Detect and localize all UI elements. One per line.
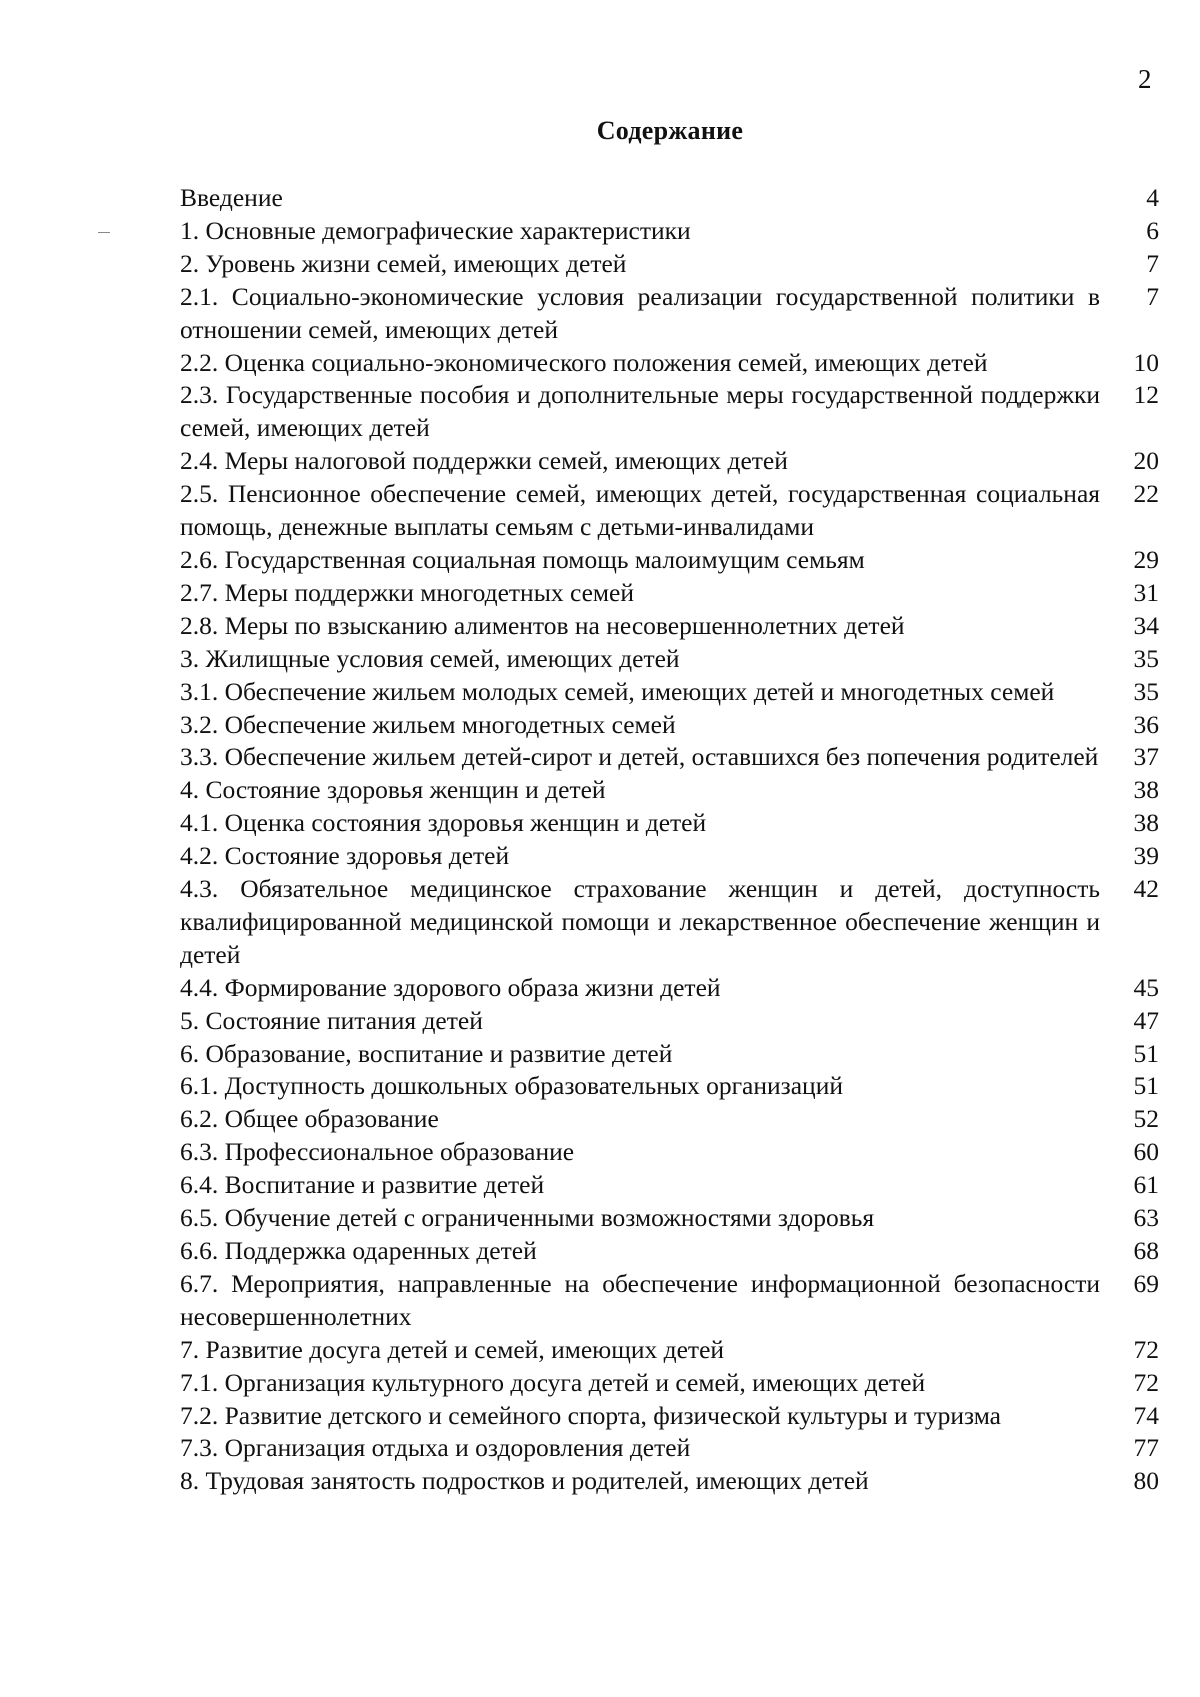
toc-entry — [180, 1038, 1165, 1071]
toc-entry-title: 7. Развитие досуга детей и семей, имеющих детей — [180, 1334, 725, 1364]
toc-entry-title: 4. Состояние здоровья женщин и детей — [180, 775, 606, 805]
toc-entry — [180, 1235, 1165, 1268]
toc-entry-title: 6.2. Общее образование — [180, 1104, 439, 1134]
toc-entry — [180, 1268, 1165, 1334]
toc-entry-page: 77 — [1133, 1433, 1159, 1463]
toc-entry-title: 2.3. Государственные пособия и дополнительные меры государственной поддержки семей, имеющих детей — [180, 380, 1100, 443]
toc-entry-title: 3.2. Обеспечение жильем многодетных семей — [180, 709, 676, 739]
toc-entry — [180, 1465, 1165, 1498]
toc-entry-title: 4.2. Состояние здоровья детей — [180, 841, 510, 871]
page-title: Содержание — [596, 116, 744, 145]
toc-entry-page: 80 — [1133, 1466, 1159, 1496]
toc-entry-page: 60 — [1133, 1137, 1159, 1167]
toc-entry — [180, 873, 1165, 972]
toc-entry-page: 51 — [1133, 1038, 1159, 1068]
toc-entry-page: 39 — [1133, 841, 1159, 871]
toc-entry-page: 4 — [1146, 183, 1159, 212]
toc-entry-title: 2.8. Меры по взысканию алиментов на несовершеннолетних детей — [180, 610, 905, 640]
toc-entry — [180, 840, 1165, 873]
toc-entry-page: 68 — [1133, 1236, 1159, 1265]
toc-entry-page: 34 — [1133, 610, 1159, 640]
toc-entry-title: 6.7. Мероприятия, направленные на обеспечение информационной безопасности несовершеннолетних — [180, 1268, 1100, 1331]
page-number: 2 — [1138, 64, 1152, 94]
toc-entry-title: 2.6. Государственная социальная помощь малоимущим семьям — [180, 544, 865, 574]
toc-entry — [180, 1432, 1165, 1465]
toc-entry-title: 2.1. Социально-экономические условия реализации государственной политики в отношении семей, имеющих детей — [180, 281, 1100, 344]
toc-entry — [180, 1334, 1165, 1367]
toc-entry-title: Введение — [180, 183, 283, 212]
toc-entry-title: 5. Состояние питания детей — [180, 1005, 483, 1035]
toc-entry-page: 7 — [1146, 281, 1159, 311]
toc-entry-title: 4.4. Формирование здорового образа жизни детей — [180, 972, 721, 1002]
toc-entry — [180, 379, 1165, 445]
toc-entry-title: 2.2. Оценка социально-экономического положения семей, имеющих детей — [180, 347, 988, 377]
toc-entry — [180, 1169, 1165, 1202]
toc-entry — [180, 774, 1165, 807]
toc-entry-title: 3.3. Обеспечение жильем детей-сирот и детей, оставшихся без попечения родителей — [180, 742, 1099, 772]
toc-entry-page: 29 — [1133, 544, 1159, 574]
toc-entry-page: 63 — [1133, 1203, 1159, 1233]
toc-entry — [180, 1005, 1165, 1038]
toc-entry — [180, 1367, 1165, 1400]
toc-entry — [180, 478, 1165, 544]
toc-entry-page: 42 — [1133, 874, 1159, 904]
toc-entry-title: 7.3. Организация отдыха и оздоровления детей — [180, 1433, 691, 1463]
toc-entry-title: 7.1. Организация культурного досуга детей и семей, имеющих детей — [180, 1367, 926, 1397]
toc-entry — [180, 577, 1165, 610]
toc-entry-page: 37 — [1133, 742, 1159, 772]
toc-entry — [180, 1400, 1165, 1433]
toc-entry — [180, 347, 1165, 380]
toc-entry-page: 45 — [1133, 972, 1159, 1002]
toc-entry — [180, 610, 1165, 643]
toc-entry-title: 6. Образование, воспитание и развитие детей — [180, 1038, 673, 1068]
toc-entry-page: 72 — [1133, 1334, 1159, 1364]
toc-entry-page: 7 — [1146, 248, 1159, 278]
toc-entry-title: 2.5. Пенсионное обеспечение семей, имеющих детей, государственная социальная помощь, денежные выплаты семьям с детьми-инвалидами — [180, 479, 1100, 542]
table-of-contents — [180, 182, 1165, 1498]
toc-entry-title: 6.1. Доступность дошкольных образовательных организаций — [180, 1071, 843, 1101]
toc-entry-title: 6.3. Профессиональное образование — [180, 1137, 575, 1167]
toc-entry-page: 6 — [1146, 215, 1159, 245]
toc-entry — [180, 643, 1165, 676]
toc-entry — [180, 709, 1165, 742]
toc-entry-page: 20 — [1133, 446, 1159, 476]
toc-entry-page: 74 — [1133, 1400, 1159, 1430]
toc-entry-title: 6.5. Обучение детей с ограниченными возможностями здоровья — [180, 1203, 875, 1233]
toc-entry-page: 12 — [1133, 380, 1159, 410]
toc-entry-page: 35 — [1133, 643, 1159, 673]
toc-entry — [180, 1103, 1165, 1136]
toc-entry — [180, 182, 1165, 215]
toc-entry-title: 7.2. Развитие детского и семейного спорта, физической культуры и туризма — [180, 1400, 1001, 1430]
toc-entry — [180, 544, 1165, 577]
toc-entry — [180, 215, 1165, 248]
toc-entry-page: 38 — [1133, 775, 1159, 805]
toc-entry-page: 38 — [1133, 808, 1159, 838]
toc-entry-page: 22 — [1133, 479, 1159, 509]
toc-entry — [180, 972, 1165, 1005]
toc-entry-title: 3. Жилищные условия семей, имеющих детей — [180, 643, 680, 673]
toc-entry-title: 4.3. Обязательное медицинское страхование женщин и детей, доступность квалифицированной медицинской помощи и лекарственное обеспечение женщин и детей — [180, 874, 1100, 969]
toc-entry-page: 51 — [1133, 1071, 1159, 1101]
toc-entry-page: 35 — [1133, 676, 1159, 706]
toc-entry-page: 10 — [1133, 347, 1159, 377]
toc-entry-title: 3.1. Обеспечение жильем молодых семей, имеющих детей и многодетных семей — [180, 676, 1055, 706]
toc-entry-title: 1. Основные демографические характеристики — [180, 215, 691, 245]
toc-entry — [180, 248, 1165, 281]
toc-entry — [180, 445, 1165, 478]
toc-entry-title: 2.7. Меры поддержки многодетных семей — [180, 577, 635, 607]
toc-entry-page: 36 — [1133, 709, 1159, 739]
toc-entry — [180, 741, 1165, 774]
toc-entry-page: 31 — [1133, 577, 1159, 607]
toc-entry-title: 4.1. Оценка состояния здоровья женщин и детей — [180, 808, 707, 838]
scan-mark — [98, 232, 110, 233]
toc-entry-title: 6.6. Поддержка одаренных детей — [180, 1236, 537, 1265]
toc-entry — [180, 281, 1165, 347]
toc-entry-title: 2.4. Меры налоговой поддержки семей, имеющих детей — [180, 446, 788, 476]
toc-entry — [180, 1136, 1165, 1169]
toc-entry — [180, 1070, 1165, 1103]
toc-entry — [180, 1202, 1165, 1235]
toc-entry — [180, 676, 1165, 709]
toc-entry-title: 8. Трудовая занятость подростков и родителей, имеющих детей — [180, 1466, 869, 1496]
toc-entry-page: 61 — [1133, 1170, 1159, 1200]
toc-entry-page: 69 — [1133, 1268, 1159, 1298]
toc-entry-page: 47 — [1133, 1005, 1159, 1035]
toc-entry-title: 2. Уровень жизни семей, имеющих детей — [180, 248, 627, 278]
toc-entry-page: 52 — [1133, 1104, 1159, 1134]
toc-entry-page: 72 — [1133, 1367, 1159, 1397]
toc-entry — [180, 807, 1165, 840]
toc-entry-title: 6.4. Воспитание и развитие детей — [180, 1170, 545, 1200]
